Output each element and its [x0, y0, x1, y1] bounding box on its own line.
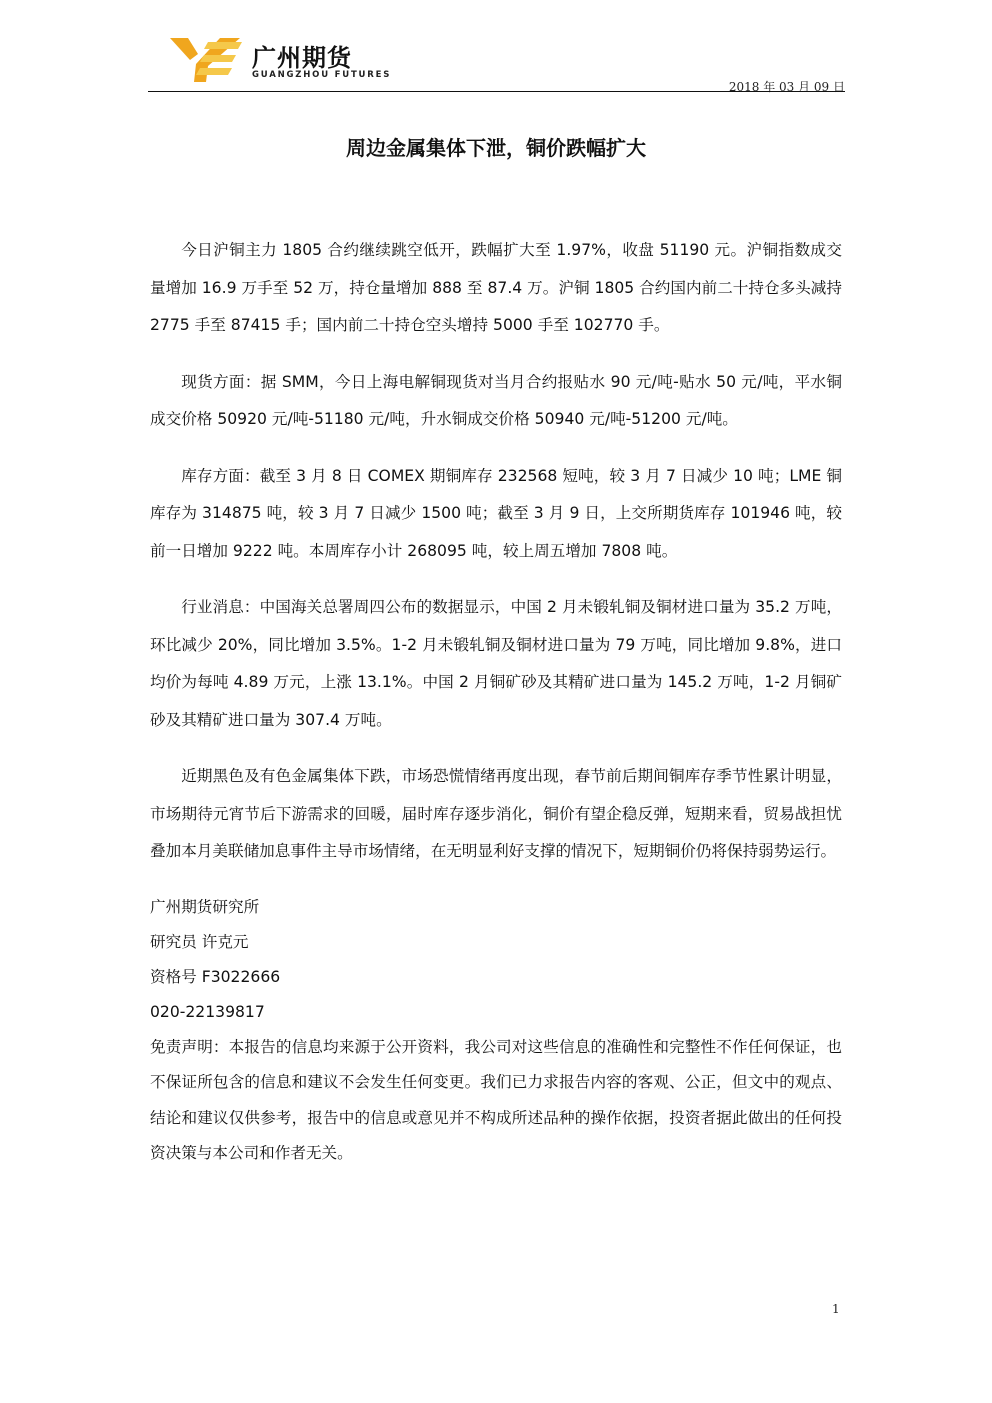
paragraph-spot: 现货方面：据 SMM，今日上海电解铜现货对当月合约报贴水 90 元/吨-贴水 50 元/吨，平水铜成交价格 50920 元/吨-51180 元/吨，升水铜成交价格 50940 元/吨-51200 元/吨。 [150, 372, 842, 428]
signature-license: 资格号 F3022666 [150, 967, 281, 986]
paragraph-outlook: 近期黑色及有色金属集体下跌，市场恐慌情绪再度出现，春节前后期间铜库存季节性累计明显，市场期待元宵节后下游需求的回暖，届时库存逐步消化，铜价有望企稳反弹，短期来看，贸易战担忧叠加本月美联储加息事件主导市场情绪，在无明显利好支撑的情况下，短期铜价仍将保持弱势运行。 [150, 767, 842, 860]
report-date: 2018 年 03 月 09 日 [728, 80, 845, 94]
paragraph-inventory: 库存方面：截至 3 月 8 日 COMEX 期铜库存 232568 短吨，较 3 月 7 日减少 10 吨；LME 铜库存为 314875 吨，较 3 月 7 日减少 1500 吨；截至 3 月 9 日，上交所期货库存 101946 吨，较前一日增加 9222 吨。本周库存小计 268095 吨，较上周五增加 7808 吨。 [150, 466, 842, 560]
signature-phone: 020-22139817 [150, 1002, 265, 1021]
report-body [150, 232, 842, 1172]
signature-institute: 广州期货研究所 [150, 897, 260, 916]
paragraph-market-summary: 今日沪铜主力 1805 合约继续跳空低开，跌幅扩大至 1.97%，收盘 51190 元。沪铜指数成交量增加 16.9 万手至 52 万，持仓量增加 888 至 87.4 万。沪铜 1805 合约国内前二十持仓多头减持 2775 手至 87415 手；国内前二十持仓空头增持 5000 手至 102770 手。 [150, 241, 842, 334]
page-number: 1 [832, 1302, 840, 1316]
report-title: 周边金属集体下泄，铜价跌幅扩大 [346, 136, 646, 160]
header-divider [148, 91, 845, 92]
page-header [148, 34, 845, 94]
company-name-en: GUANGZHOU FUTURES [252, 70, 392, 80]
signature-researcher: 研究员 许克元 [150, 932, 249, 951]
disclaimer: 免责声明：本报告的信息均来源于公开资料，我公司对这些信息的准确性和完整性不作任何保证，也不保证所包含的信息和建议不会发生任何变更。我们已力求报告内容的客观、公正，但文中的观点、结论和建议仅供参考，报告中的信息或意见并不构成所述品种的操作依据，投资者据此做出的任何投资决策与本公司和作者无关。 [150, 1037, 842, 1162]
guangzhou-futures-logo-icon [170, 36, 242, 82]
paragraph-industry-news: 行业消息：中国海关总署周四公布的数据显示，中国 2 月未锻轧铜及铜材进口量为 35.2 万吨，环比减少 20%，同比增加 3.5%。1-2 月未锻轧铜及铜材进口量为 79 万吨，同比增加 9.8%，进口均价为每吨 4.89 万元，上涨 13.1%。中国 2 月铜矿砂及其精矿进口量为 145.2 万吨，1-2 月铜矿砂及其精矿进口量为 307.4 万吨。 [150, 598, 842, 729]
company-name-cn: 广州期货 [252, 44, 352, 72]
